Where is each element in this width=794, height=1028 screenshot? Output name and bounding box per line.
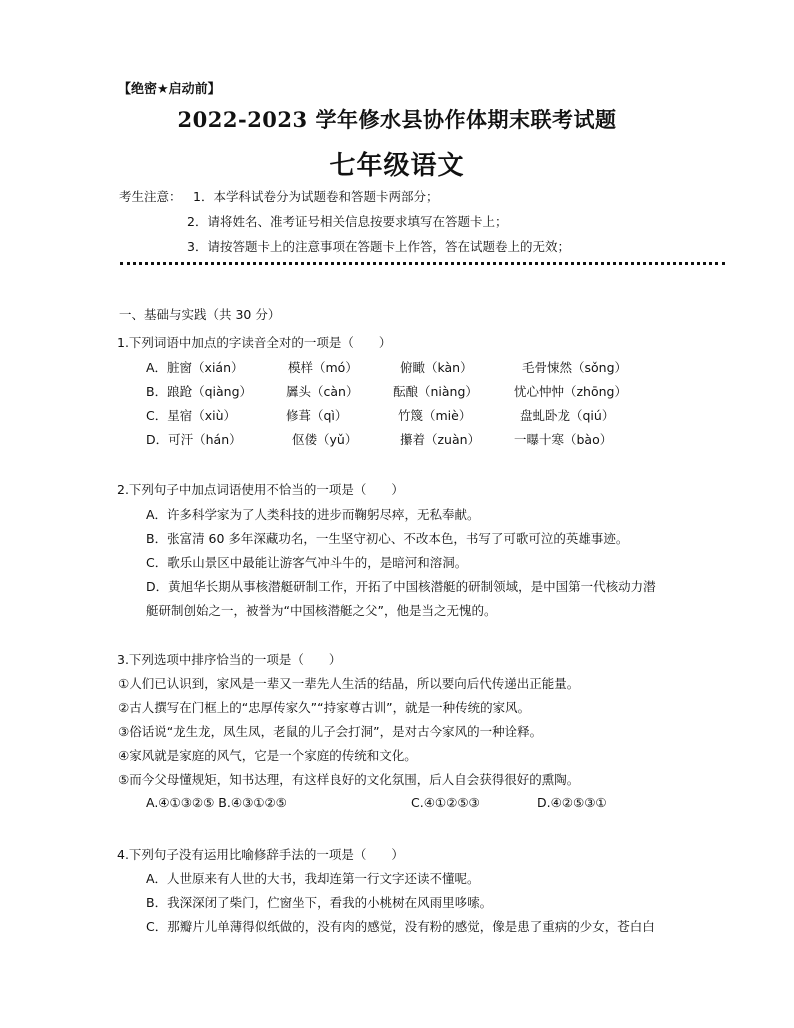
- q2-option-continued: 艇研制创始之一，被誉为“中国核潜艇之父”，他是当之无愧的。: [146, 603, 497, 618]
- q4-option: A．人世原来有人世的大书，我却连第一行文字还读不懂呢。: [146, 871, 480, 886]
- q1-option-cell: 攥着（zuàn）: [400, 432, 481, 447]
- notice-item: 2．请将姓名、准考证号相关信息按要求填写在答题卡上；: [187, 214, 508, 229]
- exam-title: 2022-2023 学年修水县协作体期末联考试题: [177, 107, 617, 132]
- notice-item: 1．本学科试卷分为试题卷和答题卡两部分；: [193, 189, 439, 204]
- question-4-stem: 4.下列句子没有运用比喻修辞手法的一项是（ ）: [117, 847, 404, 862]
- notice-item: 3．请按答题卡上的注意事项在答题卡上作答，答在试题卷上的无效；: [187, 239, 570, 254]
- q3-sentence: ⑤而今父母懂规矩，知书达理，有这样良好的文化氛围，后人自会获得很好的熏陶。: [118, 772, 580, 787]
- q1-option-cell: 竹篾（miè）: [398, 408, 472, 423]
- q1-option-cell: 盘虬卧龙（qiú）: [520, 408, 615, 423]
- secret-label: 【绝密★启动前】: [118, 82, 221, 97]
- dotted-separator: [120, 262, 725, 265]
- q2-option: D．黄旭华长期从事核潜艇研制工作，开拓了中国核潜艇的研制领域，是中国第一代核动力潜: [146, 579, 656, 594]
- q3-answer-ab: A.④①③②⑤ B.④③①②⑤: [146, 795, 287, 810]
- q1-option-cell: 一曝十寒（bào）: [514, 432, 613, 447]
- q1-option-cell: 模样（mó）: [288, 360, 358, 375]
- q3-sentence: ③俗话说“龙生龙，凤生凤，老鼠的儿子会打洞”，是对古今家风的一种诠释。: [118, 724, 543, 739]
- q3-sentence: ②古人撰写在门框上的“忠厚传家久”“持家尊古训”，就是一种传统的家风。: [118, 700, 531, 715]
- q3-sentence: ④家风就是家庭的风气，它是一个家庭的传统和文化。: [118, 748, 417, 763]
- section-title: 一、基础与实践（共 30 分）: [119, 307, 281, 322]
- q4-option: C．那瓣片儿单薄得似纸做的，没有肉的感觉，没有粉的感觉，像是患了重病的少女，苍白白: [146, 919, 655, 934]
- q1-option-cell: 酝酿（niàng）: [393, 384, 478, 399]
- question-1-stem: 1.下列词语中加点的字读音全对的一项是（ ）: [117, 335, 392, 350]
- q3-answer-c: C.④①②⑤③: [411, 795, 480, 810]
- question-3-stem: 3.下列选项中排序恰当的一项是（ ）: [117, 652, 342, 667]
- question-2-stem: 2.下列句子中加点词语使用不恰当的一项是（ ）: [117, 482, 404, 497]
- q3-answer-d: D.④②⑤③①: [537, 795, 607, 810]
- q3-sentence: ①人们已认识到，家风是一辈又一辈先人生活的结晶，所以要向后代传递出正能量。: [118, 676, 580, 691]
- q1-option-cell: 毛骨悚然（sǒng）: [522, 360, 628, 375]
- q1-option-cell: 忧心忡忡（zhōng）: [514, 384, 627, 399]
- q1-option-cell: C．星宿（xiù）: [146, 408, 237, 423]
- q1-option-cell: 羼头（càn）: [286, 384, 359, 399]
- q1-option-cell: A．脏窗（xián）: [146, 360, 244, 375]
- q4-option: B．我深深闭了柴门，伫窗坐下，看我的小桃树在风雨里哆嗦。: [146, 895, 493, 910]
- q2-option: C．歌乐山景区中最能让游客气冲斗牛的，是暗河和溶洞。: [146, 555, 468, 570]
- q1-option-cell: 修葺（qì）: [286, 408, 348, 423]
- q1-option-cell: D．可汗（hán）: [146, 432, 242, 447]
- exam-subtitle: 七年级语文: [329, 151, 465, 181]
- q2-option: A．许多科学家为了人类科技的进步而鞠躬尽瘁，无私奉献。: [146, 507, 480, 522]
- q1-option-cell: B．踉跄（qiàng）: [146, 384, 252, 399]
- q2-option: B．张富清 60 多年深藏功名，一生坚守初心、不改本色，书写了可歌可泣的英雄事迹。: [146, 531, 629, 546]
- q1-option-cell: 伛偻（yǔ）: [292, 432, 358, 447]
- notice-label: 考生注意：: [119, 189, 182, 204]
- q1-option-cell: 俯瞰（kàn）: [400, 360, 473, 375]
